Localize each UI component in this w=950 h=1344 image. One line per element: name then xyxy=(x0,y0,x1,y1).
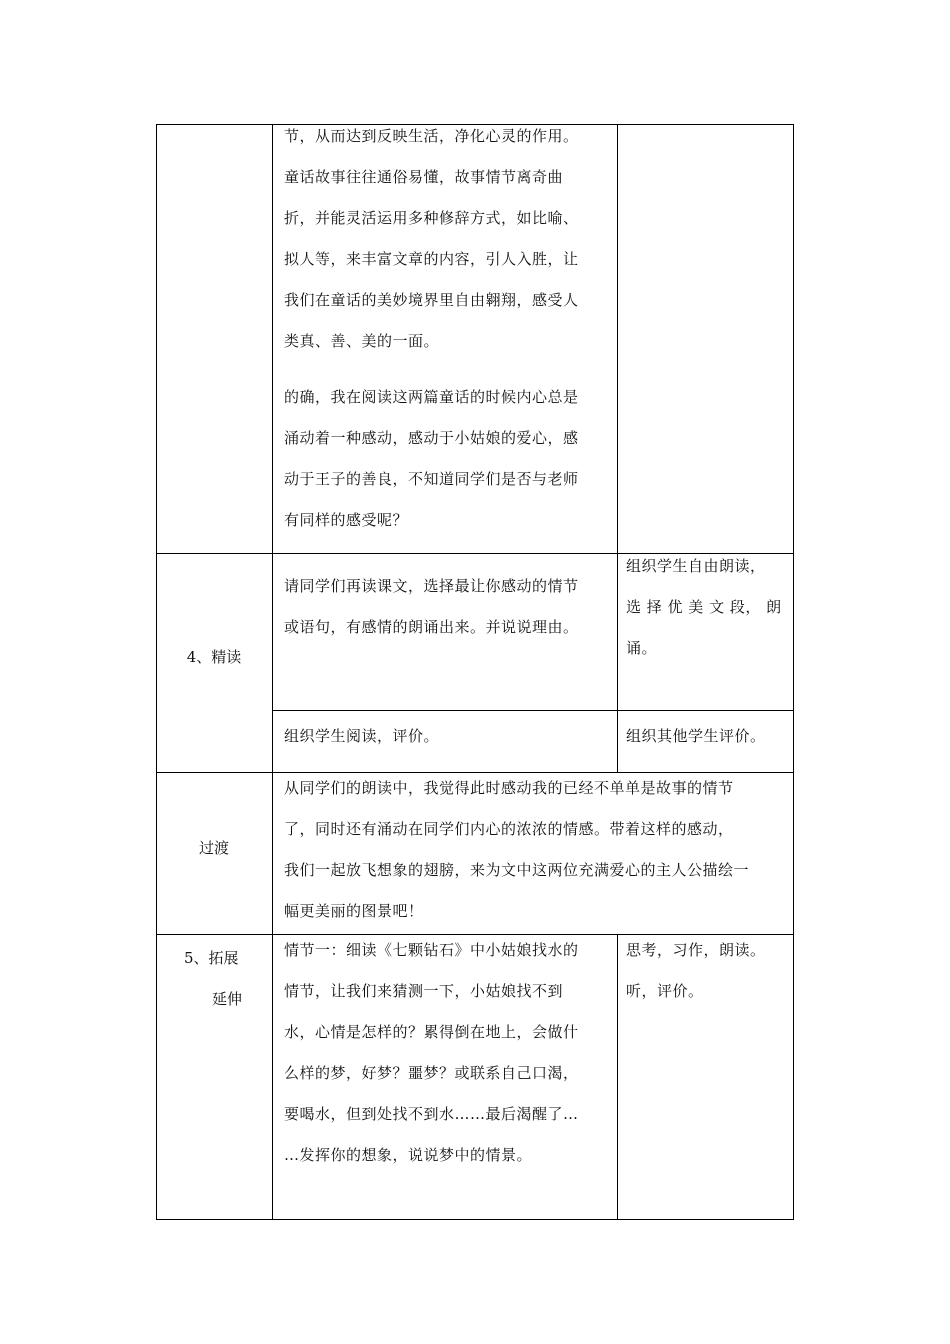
text-line: 诵。 xyxy=(626,639,658,657)
table-border-left xyxy=(156,124,157,1220)
label-line: 延伸 xyxy=(212,990,243,1008)
text-line: 听，评价。 xyxy=(626,982,704,1000)
text-line: 请同学们再读课文，选择最让你感动的情节 xyxy=(284,577,579,595)
jingdu-activity-cell xyxy=(284,566,614,648)
column-divider xyxy=(617,934,618,1220)
text-line: 涌动着一种感动，感动于小姑娘的爱心，感 xyxy=(284,429,579,447)
text-line: 节，从而达到反映生活，净化心灵的作用。 xyxy=(284,127,579,145)
extension-text-cell xyxy=(284,930,614,1176)
text-line: 拟人等，来丰富文章的内容，引人入胜，让 xyxy=(284,250,579,268)
text-line: 的确，我在阅读这两篇童话的时候内心总是 xyxy=(284,388,579,406)
column-divider xyxy=(617,124,618,773)
text-line: 情节，让我们来猜测一下，小姑娘找不到 xyxy=(284,982,564,1000)
text-line: 了，同时还有涌动在同学们内心的浓浓的情感。带着这样的感动， xyxy=(284,820,734,838)
jingdu-teacher-cell-2 xyxy=(626,716,790,757)
text-line: 组织学生自由朗读， xyxy=(626,557,766,575)
text-line: 或语句，有感情的朗诵出来。并说说理由。 xyxy=(284,618,579,636)
label-line: 5、拓展 xyxy=(184,949,239,967)
jingdu-teacher-cell xyxy=(626,546,790,669)
text-line: 么样的梦，好梦？噩梦？或联系自己口渴， xyxy=(284,1064,579,1082)
text-line: 幅更美丽的图景吧！ xyxy=(284,902,424,920)
text-line: 从同学们的朗读中，我觉得此时感动我的已经不单单是故事的情节 xyxy=(284,779,734,797)
text-line: 我们在童话的美妙境界里自由翱翔，感受人 xyxy=(284,291,579,309)
text-line: 童话故事往往通俗易懂，故事情节离奇曲 xyxy=(284,168,564,186)
text-line: 类真、善、美的一面。 xyxy=(284,332,440,350)
text-line: 要喝水，但到处找不到水……最后渴醒了… xyxy=(284,1105,579,1123)
text-line: 组织其他学生评价。 xyxy=(626,727,766,745)
lesson-table xyxy=(156,124,794,1220)
text-line: 选 择 优 美 文 段， 朗 xyxy=(626,598,782,616)
text-line: …发挥你的想象，说说梦中的情景。 xyxy=(284,1146,533,1164)
text-line: 水，心情是怎样的？累得倒在地上，会做什 xyxy=(284,1023,579,1041)
text-line: 折，并能灵活运用多种修辞方式，如比喻、 xyxy=(284,209,579,227)
column-divider xyxy=(272,124,273,1220)
intro-text-cell xyxy=(284,116,614,541)
text-line: 情节一：细读《七颗钻石》中小姑娘找水的 xyxy=(284,941,579,959)
text-line: 组织学生阅读，评价。 xyxy=(284,727,440,745)
text-line: 我们一起放飞想象的翅膀，来为文中这两位充满爱心的主人公描绘一 xyxy=(284,861,750,879)
jingdu-activity-cell-2 xyxy=(284,716,614,757)
text-line: 思考，习作，朗读。 xyxy=(626,941,766,959)
step-label-guodu: 过渡 xyxy=(198,839,229,857)
table-border-bottom xyxy=(156,1219,794,1220)
transition-text-cell xyxy=(284,768,789,932)
extension-teacher-cell xyxy=(626,930,790,1012)
step-label-jingdu: 4、精读 xyxy=(186,648,242,666)
row-divider xyxy=(272,710,794,711)
table-border-right xyxy=(793,124,794,1220)
step-label-tuozhan xyxy=(184,938,248,1020)
text-line: 动于王子的善良，不知道同学们是否与老师 xyxy=(284,470,579,488)
text-line: 有同样的感受呢？ xyxy=(284,511,409,529)
